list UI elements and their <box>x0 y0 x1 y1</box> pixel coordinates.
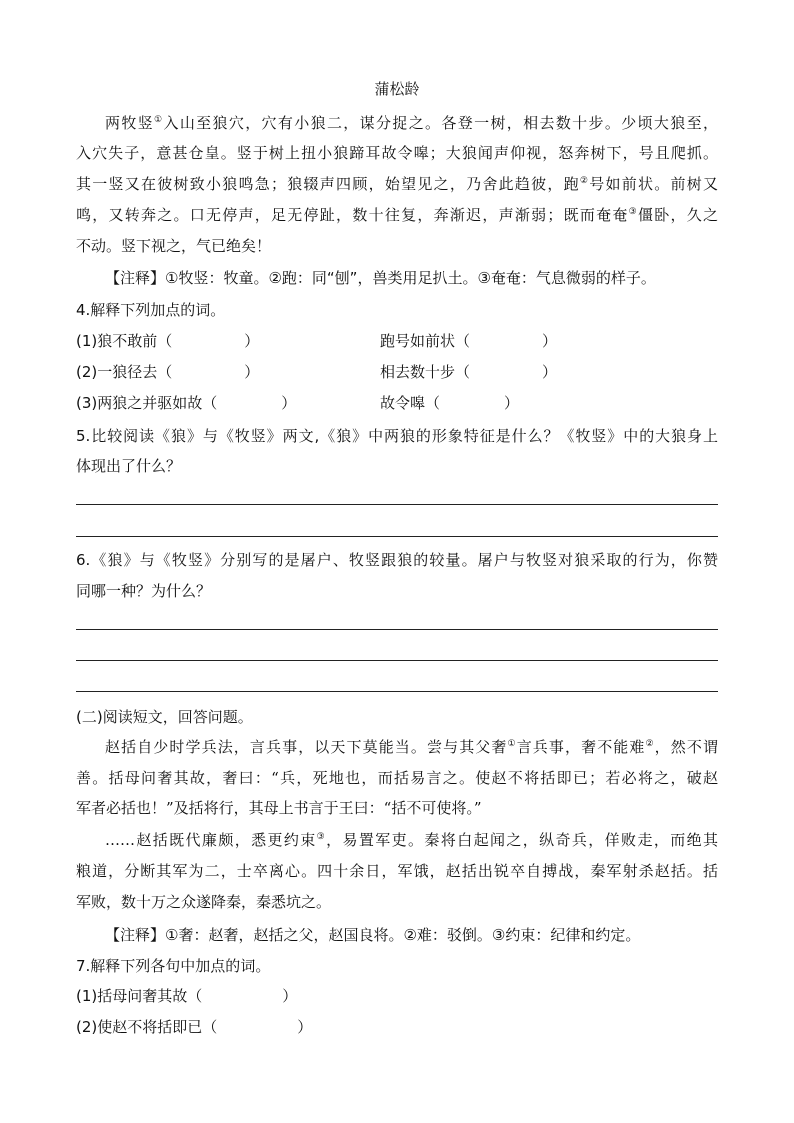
q6-answer-line-1[interactable] <box>76 629 718 630</box>
q4-item-3-right: 故令嗥（ ） <box>380 394 520 412</box>
q6-stem-line-2: 同哪一种？为什么？ <box>76 582 212 600</box>
q4-item-1-left: (1)狼不敢前（ ） <box>76 332 260 350</box>
passage1-line-1: 两牧竖①入山至狼穴，穴有小狼二，谋分捉之。各登一树，相去数十步。少顷大狼至， <box>105 114 718 132</box>
passage2-line-4: ……赵括既代廉颇，悉更约束③，易置军吏。秦将白起闻之，纵奇兵，佯败走，而绝其 <box>105 831 718 849</box>
passage1-line-5: 不动。竖下视之，气已绝矣！ <box>76 237 272 255</box>
q7-stem: 7.解释下列各句中加点的词。 <box>76 957 271 975</box>
passage2-line-5: 粮道，分断其军为二，士卒离心。四十余日，军饿，赵括出锐卒自搏战，秦军射杀赵括。括 <box>76 862 718 880</box>
q7-item-2: (2)使赵不将括即已（ ） <box>76 1018 313 1036</box>
q5-stem-line-1: 5.比较阅读《狼》与《牧竖》两文,《狼》中两狼的形象特征是什么？《牧竖》中的大狼身上 <box>76 427 718 445</box>
q7-item-1: (1)括母问奢其故（ ） <box>76 987 298 1005</box>
passage1-line-2: 入穴失子，意甚仓皇。竖于树上扭小狼蹄耳故令嗥；大狼闻声仰视，怒奔树下，号且爬抓。 <box>76 144 718 162</box>
q5-stem-line-2: 体现出了什么？ <box>76 457 182 475</box>
q6-answer-line-2[interactable] <box>76 660 718 661</box>
q4-stem: 4.解释下列加点的词。 <box>76 301 226 319</box>
passage1-line-4: 鸣，又转奔之。口无停声，足无停趾，数十往复，奔渐迟，声渐弱；既而奄奄③僵卧，久之 <box>76 206 718 224</box>
q5-answer-line-2[interactable] <box>76 536 718 537</box>
q4-item-2-right: 相去数十步（ ） <box>380 363 558 381</box>
passage2-line-2: 善。括母问奢其故，奢曰：“兵，死地也，而括易言之。使赵不将括即已；若必将之，破赵 <box>76 769 718 787</box>
q6-answer-line-3[interactable] <box>76 691 718 692</box>
q5-answer-line-1[interactable] <box>76 504 718 505</box>
passage-author: 蒲松龄 <box>374 80 420 98</box>
passage2-line-1: 赵括自少时学兵法，言兵事，以天下莫能当。尝与其父奢①言兵事，奢不能难②，然不谓 <box>105 738 718 756</box>
q4-item-1-right: 跑号如前状（ ） <box>380 332 558 350</box>
passage1-note: 【注释】①牧竖：牧童。②跑：同“刨”，兽类用足扒土。③奄奄：气息微弱的样子。 <box>105 269 656 287</box>
q4-item-2-left: (2)一狼径去（ ） <box>76 363 260 381</box>
passage2-note: 【注释】①奢：赵奢，赵括之父，赵国良将。②难：驳倒。③约束：纪律和约定。 <box>105 926 641 944</box>
section2-heading: (二)阅读短文，回答问题。 <box>76 708 253 726</box>
passage2-line-3: 军者必括也！”及括将行，其母上书言于王曰：“括不可使将。” <box>76 799 482 817</box>
q4-item-3-left: (3)两狼之并驱如故（ ） <box>76 394 297 412</box>
passage1-line-3: 其一竖又在彼树致小狼鸣急；狼辍声四顾，始望见之，乃舍此趋彼，跑②号如前状。前树又 <box>76 175 718 193</box>
passage2-line-6: 军败，数十万之众遂降秦，秦悉坑之。 <box>76 893 332 911</box>
q6-stem-line-1: 6.《狼》与《牧竖》分别写的是屠户、牧竖跟狼的较量。屠户与牧竖对狼采取的行为，你赞 <box>76 551 718 569</box>
